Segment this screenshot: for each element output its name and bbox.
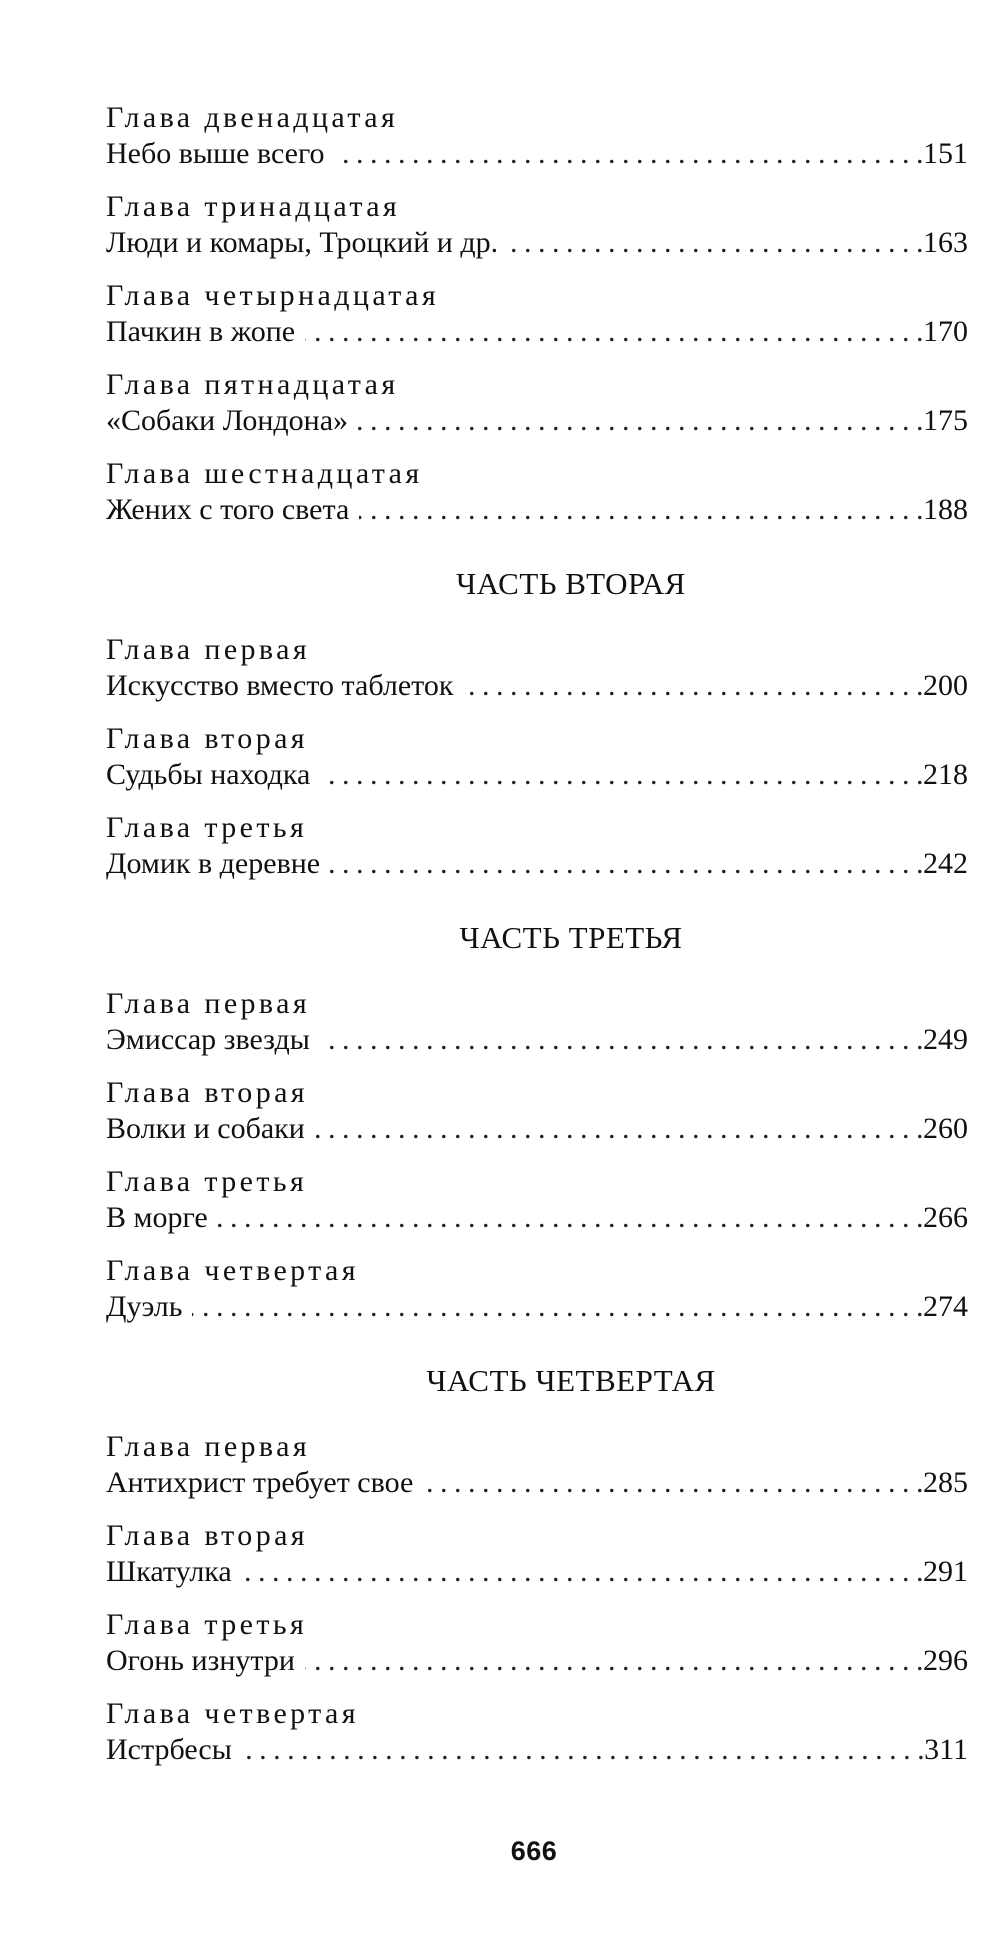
dot-leader (218, 1200, 923, 1236)
toc-entry (106, 1253, 968, 1325)
dot-leader (242, 1554, 923, 1590)
toc-entry (106, 1607, 968, 1679)
page-number: 200 (923, 669, 968, 702)
dot-leader (359, 492, 923, 528)
table-of-contents (106, 100, 968, 1785)
toc-line (106, 136, 968, 172)
toc-line (106, 225, 968, 261)
chapter-title: Огонь изнутри (106, 1644, 295, 1677)
toc-entry (106, 456, 968, 528)
toc-entry (106, 1518, 968, 1590)
chapter-title: Волки и собаки (106, 1112, 305, 1145)
chapter-title: Шкатулка (106, 1555, 232, 1588)
dot-leader (305, 314, 923, 350)
page-number: 274 (923, 1290, 968, 1323)
toc-line (106, 668, 968, 704)
toc-line (106, 1022, 968, 1058)
dot-leader (335, 136, 923, 172)
toc-line (106, 492, 968, 528)
chapter-label: Глава первая (106, 633, 311, 666)
chapter-label: Глава четвертая (106, 1697, 359, 1730)
page-number: 249 (923, 1023, 968, 1056)
toc-line (106, 1554, 968, 1590)
toc-line (106, 314, 968, 350)
page-folio-number: 666 (510, 1836, 558, 1866)
chapter-title: Истрбесы (106, 1733, 232, 1766)
chapter-label: Глава шестнадцатая (106, 457, 423, 490)
chapter-label: Глава третья (106, 811, 308, 844)
chapter-title: Пачкин в жопе (106, 315, 296, 348)
chapter-title: Искусство вместо таблеток (106, 669, 454, 702)
dot-leader (358, 403, 923, 439)
toc-entry (106, 367, 968, 439)
dot-leader (463, 668, 923, 704)
dot-leader (423, 1465, 923, 1501)
dot-leader (242, 1732, 924, 1768)
toc-section (106, 918, 968, 1325)
page-number: 311 (924, 1733, 968, 1766)
chapter-label: Глава вторая (106, 1519, 309, 1552)
chapter-label: Глава третья (106, 1165, 308, 1198)
chapter-label: Глава пятнадцатая (106, 368, 399, 401)
dot-leader (305, 1643, 923, 1679)
toc-line (106, 1643, 968, 1679)
chapter-label: Глава вторая (106, 1076, 309, 1109)
toc-line (106, 403, 968, 439)
chapter-label: Глава первая (106, 987, 311, 1020)
dot-leader (330, 846, 923, 882)
toc-line (106, 1465, 968, 1501)
chapter-title: Дуэль (106, 1290, 183, 1323)
chapter-title: В морге (106, 1201, 208, 1234)
toc-entry (106, 1164, 968, 1236)
toc-section (106, 100, 968, 528)
toc-line (106, 757, 968, 793)
toc-line (106, 1289, 968, 1325)
page-number: 170 (923, 315, 968, 348)
chapter-label: Глава четырнадцатая (106, 279, 440, 312)
page-number: 188 (923, 493, 968, 526)
toc-entry (106, 189, 968, 261)
chapter-title: Судьбы находка (106, 758, 311, 791)
dot-leader (508, 225, 923, 261)
chapter-label: Глава тринадцатая (106, 190, 401, 223)
toc-entry (106, 1429, 968, 1501)
part-heading: ЧАСТЬ ТРЕТЬЯ (459, 920, 683, 955)
chapter-title: Жених с того света (106, 493, 350, 526)
chapter-title: «Собаки Лондона» (106, 404, 349, 437)
chapter-label: Глава третья (106, 1608, 308, 1641)
toc-section (106, 1361, 968, 1768)
page-number: 291 (923, 1555, 968, 1588)
toc-entry (106, 100, 968, 172)
part-heading: ЧАСТЬ ЧЕТВЕРТАЯ (426, 1363, 716, 1398)
chapter-label: Глава двенадцатая (106, 101, 399, 134)
chapter-title: Люди и комары, Троцкий и др. (106, 226, 499, 259)
part-heading: ЧАСТЬ ВТОРАЯ (456, 566, 686, 601)
chapter-title: Антихрист требует свое (106, 1466, 414, 1499)
page-number: 163 (923, 226, 968, 259)
page-number: 266 (923, 1201, 968, 1234)
toc-line (106, 1200, 968, 1236)
page-number: 242 (923, 847, 968, 880)
toc-entry (106, 721, 968, 793)
page-number: 260 (923, 1112, 968, 1145)
dot-leader (320, 757, 923, 793)
dot-leader (315, 1111, 923, 1147)
page-number: 285 (923, 1466, 968, 1499)
toc-entry (106, 810, 968, 882)
page-number: 151 (923, 137, 968, 170)
dot-leader (320, 1022, 923, 1058)
chapter-label: Глава четвертая (106, 1254, 359, 1287)
toc-section (106, 564, 968, 882)
page-number: 218 (923, 758, 968, 791)
toc-line (106, 1732, 968, 1768)
toc-entry (106, 632, 968, 704)
chapter-label: Глава первая (106, 1430, 311, 1463)
chapter-title: Небо выше всего (106, 137, 325, 170)
toc-entry (106, 278, 968, 350)
dot-leader (192, 1289, 923, 1325)
page-number: 175 (923, 404, 968, 437)
chapter-title: Домик в деревне (106, 847, 321, 880)
chapter-label: Глава вторая (106, 722, 309, 755)
toc-entry (106, 986, 968, 1058)
toc-line (106, 846, 968, 882)
chapter-title: Эмиссар звезды (106, 1023, 310, 1056)
toc-entry (106, 1075, 968, 1147)
toc-line (106, 1111, 968, 1147)
toc-entry (106, 1696, 968, 1768)
page-number: 296 (923, 1644, 968, 1677)
